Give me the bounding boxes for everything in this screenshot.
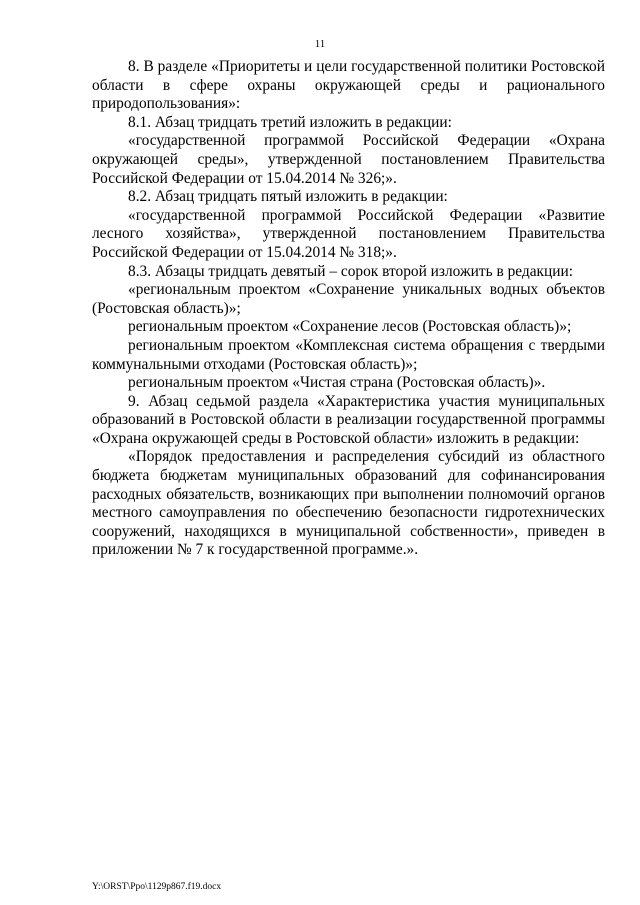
paragraph-8-1: 8.1. Абзац тридцать третий изложить в редакции: — [128, 113, 452, 131]
paragraph-8-3-item-1: «региональным проектом «Сохранение уникальных водных объектов (Ростовская область)»; — [92, 281, 605, 317]
document-body — [92, 58, 605, 560]
footer-file-path: Y:\ORST\Ppo\1129p867.f19.docx — [92, 882, 222, 892]
paragraph-8-3: 8.3. Абзацы тридцать девятый – сорок второй изложить в редакции: — [128, 262, 574, 280]
paragraph-8-2: 8.2. Абзац тридцать пятый изложить в редакции: — [128, 188, 448, 206]
paragraph-8-3-item-3: региональным проектом «Комплексная система обращения с твердыми коммунальными отходами (Ростовская область)»; — [92, 336, 605, 373]
paragraph-section-8-intro: 8. В разделе «Приоритеты и цели государственной политики Ростовской области в сфере охраны окружающей среды и рационального природопользования»: — [92, 58, 605, 113]
page-number: 11 — [314, 38, 326, 50]
paragraph-8-1-text: «государственной программой Российской Федерации «Охрана окружающей среды», утвержденной постановлением Правительства Российской Федерации от 15.04.2014 № 326;». — [92, 132, 605, 187]
paragraph-8-3-item-4: региональным проектом «Чистая страна (Ростовская область)». — [128, 374, 546, 392]
paragraph-8-2-text: «государственной программой Российской Федерации «Развитие лесного хозяйства», утвержденной постановлением Правительства Российской Федерации от 15.04.2014 № 318;». — [92, 206, 605, 261]
paragraph-section-9-text: «Порядок предоставления и распределения субсидий из областного бюджета бюджетам муниципальных образований для софинансирования расходных обязательств, возникающих при выполнении полномочий органов местного самоуправления по обеспечению безопасности гидротехнических сооружений, находящихся в муниципальной собственности», приведен в приложении № 7 к государственной программе.». — [92, 448, 605, 559]
paragraph-8-3-item-2: региональным проектом «Сохранение лесов (Ростовская область)»; — [128, 318, 572, 336]
paragraph-section-9: 9. Абзац седьмой раздела «Характеристика участия муниципальных образований в Ростовской области в реализации государственной программы «Охрана окружающей среды в Ростовской области» изложить в редакции: — [92, 392, 605, 447]
